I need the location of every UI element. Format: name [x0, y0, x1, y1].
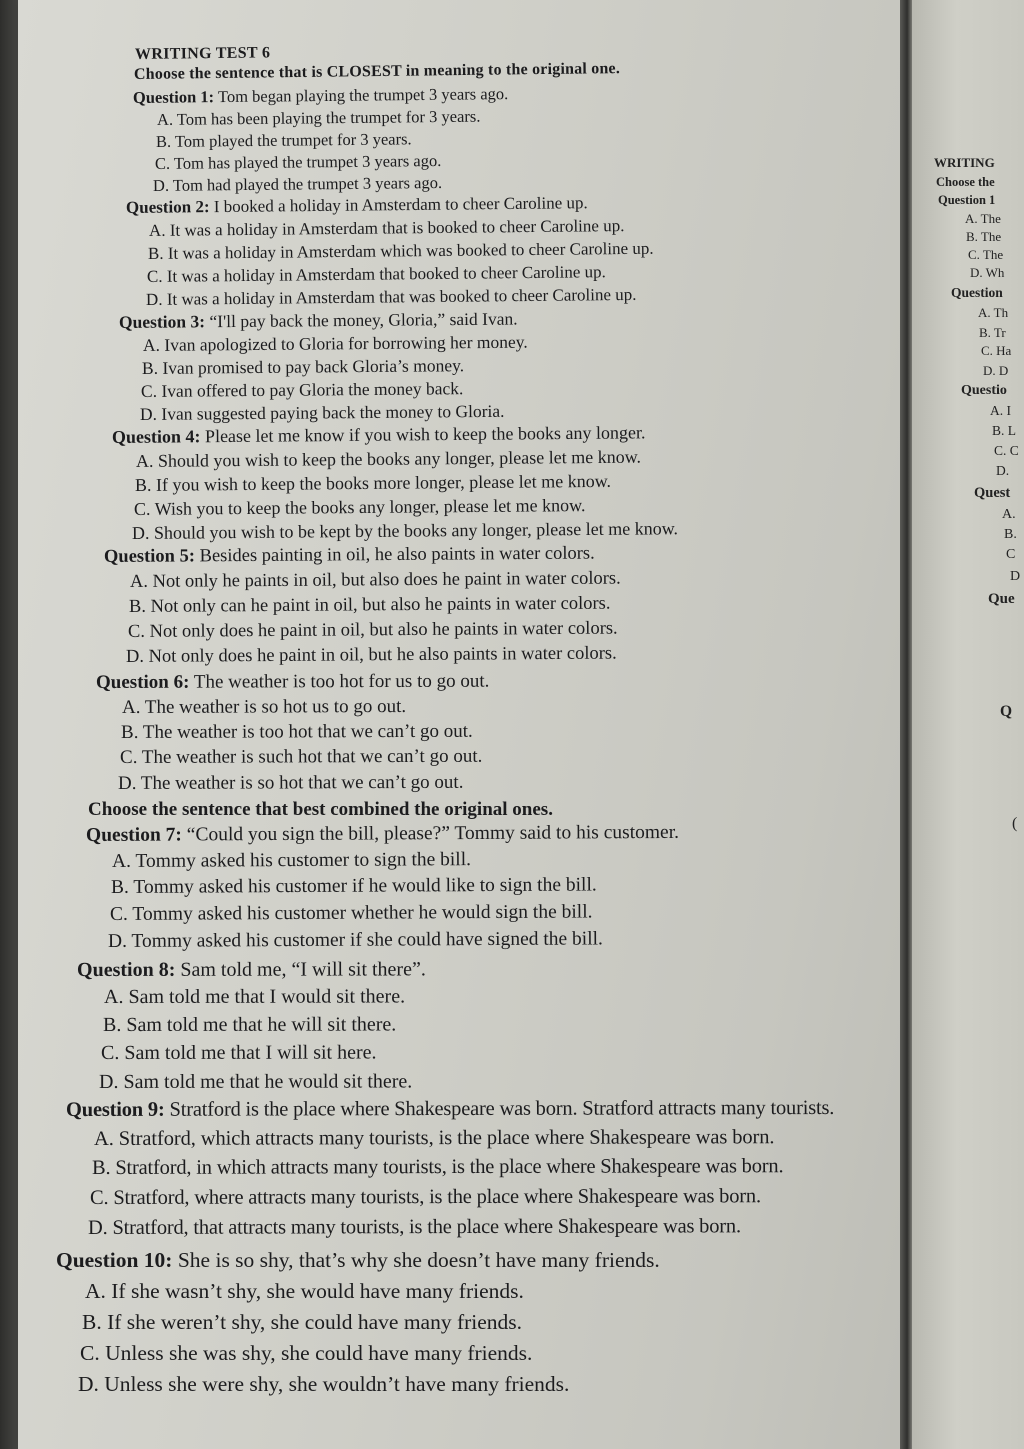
answer-option: C. Tom has played the trumpet 3 years ago. — [154, 151, 442, 173]
answer-option: D. Sam told me that he would sit there. — [98, 1070, 413, 1093]
question-label: Question 1: — [132, 87, 215, 107]
answer-option: C. It was a holiday in Amsterdam that booked to cheer Caroline up. — [146, 262, 606, 286]
answer-option: B. If you wish to keep the books more longer, please let me know. — [134, 470, 612, 495]
answer-option: D. Not only does he paint in oil, but he also paints in water colors. — [125, 643, 617, 667]
question-prompt: Please let me know if you wish to keep the books any longer. — [204, 422, 646, 447]
question-10 — [56, 1248, 660, 1273]
answer-option: A. Sam told me that I would sit there. — [103, 985, 406, 1008]
answer-option: A. Tom has been playing the trumpet for 3 years. — [156, 106, 481, 129]
facing-page-fragment: B. L — [992, 423, 1017, 438]
facing-page-fragment: D. D — [983, 363, 1009, 378]
answer-option: C. Wish you to keep the books any longer, please let me know. — [133, 495, 586, 519]
answer-option: B. It was a holiday in Amsterdam which was booked to cheer Caroline up. — [147, 238, 654, 263]
answer-option: B. Tom played the trumpet for 3 years. — [155, 129, 412, 151]
answer-option: D. The weather is so hot that we can’t go out. — [117, 771, 464, 794]
section2-instruction: Choose the sentence that best combined the original ones. — [88, 799, 553, 820]
answer-option: A. Not only he paints in oil, but also does he paint in water colors. — [129, 568, 621, 592]
question-label: Question 6: — [95, 671, 190, 693]
question-2 — [126, 193, 588, 218]
section1-instruction: Choose the sentence that is CLOSEST in meaning to the original one. — [133, 60, 621, 83]
question-prompt: I booked a holiday in Amsterdam to cheer Caroline up. — [213, 193, 588, 217]
question-9 — [66, 1097, 834, 1122]
facing-page-fragment: Quest — [974, 485, 1011, 501]
facing-page-fragment: Questio — [961, 383, 1007, 398]
answer-option: D. Tom had played the trumpet 3 years ago. — [152, 172, 443, 195]
facing-page-fragment: Question 1 — [938, 193, 996, 207]
question-3 — [119, 309, 518, 333]
question-prompt: Sam told me, “I will sit there”. — [180, 958, 426, 981]
question-label: Question 4: — [111, 426, 201, 447]
facing-page-fragment: D. — [996, 463, 1010, 478]
answer-option: B. Not only can he paint in oil, but also he paints in water colors. — [128, 593, 611, 617]
question-label: Question 3: — [118, 311, 206, 332]
question-label: Question 9: — [65, 1098, 165, 1121]
facing-page-fragment: C. The — [968, 247, 1004, 262]
answer-option: B. Ivan promised to pay back Gloria’s money. — [141, 355, 465, 378]
answer-option: C. Sam told me that I will sit here. — [100, 1041, 377, 1064]
answer-option: C. The weather is such hot that we can’t go out. — [119, 745, 483, 768]
facing-page-fragment: C. C — [994, 443, 1019, 458]
question-prompt: “I'll pay back the money, Gloria,” said Ivan. — [209, 308, 518, 332]
facing-page-fragment: WRITING — [934, 155, 995, 170]
answer-option: C. Ivan offered to pay Gloria the money back. — [140, 378, 464, 401]
facing-page-fragment: C — [1006, 547, 1016, 562]
question-prompt: Tom began playing the trumpet 3 years ago. — [217, 84, 509, 107]
question-label: Question 7: — [85, 824, 182, 846]
facing-page-fragment: A. — [1002, 507, 1016, 522]
question-prompt: The weather is too hot for us to go out. — [193, 670, 490, 693]
answer-option: A. If she wasn’t shy, she would have many friends. — [85, 1279, 524, 1303]
question-5 — [104, 544, 595, 568]
answer-option: A. Should you wish to keep the books any longer, please let me know. — [135, 446, 642, 471]
answer-option: A. Tommy asked his customer to sign the bill. — [111, 849, 472, 872]
facing-page-fragment: Question — [951, 285, 1003, 300]
facing-page-fragment: Q — [1000, 703, 1013, 720]
answer-option: D. Tommy asked his customer if she could have signed the bill. — [107, 928, 603, 952]
answer-option: C. Not only does he paint in oil, but also he paints in water colors. — [127, 618, 618, 642]
answer-option: D. Ivan suggested paying back the money to Gloria. — [139, 400, 505, 424]
answer-option: D. It was a holiday in Amsterdam that was booked to cheer Caroline up. — [145, 284, 637, 309]
facing-page-fragment: B. Tr — [979, 325, 1006, 340]
answer-option: B. Sam told me that he will sit there. — [102, 1013, 397, 1036]
question-prompt: She is so shy, that’s why she doesn’t have many friends. — [177, 1248, 660, 1272]
answer-option: C. Stratford, where attracts many tourists, is the place where Shakespeare was born. — [89, 1185, 761, 1209]
question-prompt: Stratford is the place where Shakespeare was born. Stratford attracts many tourists. — [169, 1096, 835, 1121]
question-label: Question 5: — [103, 546, 196, 567]
question-1 — [133, 84, 508, 108]
facing-page-fragment: ( — [1012, 815, 1018, 832]
answer-option: D. Unless she were shy, she wouldn’t have many friends. — [78, 1372, 570, 1396]
answer-option: A. The weather is so hot us to go out. — [121, 696, 407, 718]
facing-page-fragment: B. — [1004, 527, 1017, 542]
answer-option: C. Unless she was shy, she could have many friends. — [80, 1341, 533, 1365]
facing-page-fragment: Choose the — [936, 175, 995, 189]
facing-page-fragment: Que — [988, 591, 1015, 607]
question-4 — [112, 422, 646, 448]
question-prompt: Besides painting in oil, he also paints in water colors. — [199, 543, 595, 567]
facing-page-fragment: A. The — [965, 211, 1001, 226]
question-6 — [96, 671, 489, 694]
question-label: Question 2: — [125, 197, 210, 217]
question-label: Question 8: — [76, 958, 176, 981]
question-label: Question 10: — [56, 1248, 173, 1272]
facing-page-fragment: C. Ha — [981, 343, 1012, 358]
answer-option: B. Stratford, in which attracts many tourists, is the place where Shakespeare was born. — [91, 1155, 784, 1179]
answer-option: A. Ivan apologized to Gloria for borrowing her money. — [142, 331, 528, 355]
answer-option: B. Tommy asked his customer if he would like to sign the bill. — [110, 874, 597, 898]
question-8 — [77, 958, 426, 982]
facing-page-fragment: A. Th — [978, 305, 1009, 320]
facing-page-fragment: B. The — [966, 229, 1002, 244]
test-title: WRITING TEST 6 — [134, 44, 271, 63]
facing-page-fragment: A. I — [990, 403, 1011, 418]
answer-option: A. Stratford, which attracts many tourists, is the place where Shakespeare was born. — [93, 1126, 775, 1150]
answer-option: B. The weather is too hot that we can’t go out. — [120, 720, 473, 743]
question-7 — [86, 822, 679, 847]
facing-page-fragment: D. Wh — [970, 265, 1005, 280]
question-prompt: “Could you sign the bill, please?” Tommy said to his customer. — [186, 821, 680, 846]
answer-option: D. Should you wish to be kept by the books any longer, please let me know. — [131, 518, 679, 543]
answer-option: B. If she weren’t shy, she could have many friends. — [82, 1310, 523, 1334]
answer-option: A. It was a holiday in Amsterdam that is booked to cheer Caroline up. — [148, 216, 625, 240]
facing-page-fragment: D — [1010, 569, 1021, 584]
answer-option: C. Tommy asked his customer whether he would sign the bill. — [109, 901, 593, 925]
answer-option: D. Stratford, that attracts many tourists, is the place where Shakespeare was born. — [87, 1215, 741, 1239]
